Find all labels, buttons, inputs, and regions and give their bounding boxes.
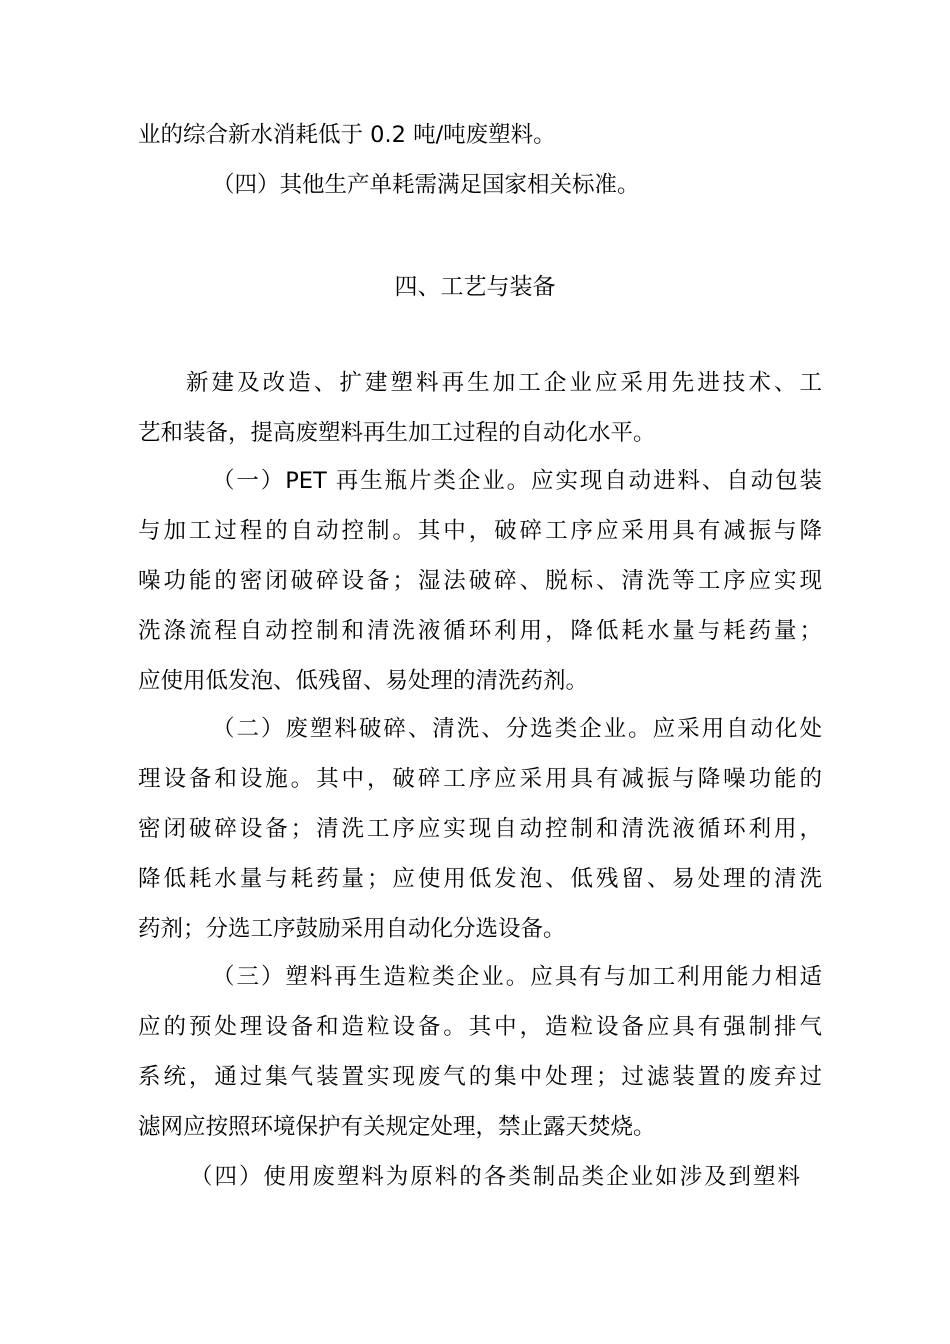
paragraph-line: 噪功能的密闭破碎设备；湿法破碎、脱标、清洗等工序应实现	[138, 568, 822, 594]
paragraph-line: （三）塑料再生造粒类企业。应具有与加工利用能力相适	[212, 964, 822, 990]
text-line: （四）其他生产单耗需满足国家相关标准。	[212, 172, 640, 198]
text-line: 业的综合新水消耗低于 0.2 吨/吨废塑料。	[138, 122, 556, 148]
paragraph-line: 系统，通过集气装置实现废气的集中处理；过滤装置的废弃过	[138, 1064, 822, 1090]
paragraph-line: 密闭破碎设备；清洗工序应实现自动控制和清洗液循环利用，	[138, 816, 822, 842]
paragraph-line: （一）PET 再生瓶片类企业。应实现自动进料、自动包装	[212, 468, 822, 494]
paragraph-line: 应的预处理设备和造粒设备。其中，造粒设备应具有强制排气	[138, 1014, 822, 1040]
paragraph-line: 药剂；分选工序鼓励采用自动化分选设备。	[138, 916, 566, 942]
paragraph-line: 洗涤流程自动控制和清洗液循环利用，降低耗水量与耗药量；	[138, 618, 822, 644]
paragraph-line: 新建及改造、扩建塑料再生加工企业应采用先进技术、工	[186, 370, 822, 396]
paragraph-line: （二）废塑料破碎、清洗、分选类企业。应采用自动化处	[212, 716, 822, 742]
paragraph-line: 与加工过程的自动控制。其中，破碎工序应采用具有减振与降	[138, 518, 822, 544]
paragraph-line: 应使用低发泡、低残留、易处理的清洗药剂。	[138, 668, 589, 694]
paragraph-line: 降低耗水量与耗药量；应使用低发泡、低残留、易处理的清洗	[138, 866, 822, 892]
section-heading: 四、工艺与装备	[394, 274, 556, 300]
paragraph-line: （四）使用废塑料为原料的各类制品类企业如涉及到塑料	[190, 1164, 800, 1190]
paragraph-line: 滤网应按照环境保护有关规定处理，禁止露天焚烧。	[138, 1114, 656, 1140]
paragraph-line: 理设备和设施。其中，破碎工序应采用具有减振与降噪功能的	[138, 766, 822, 792]
paragraph-line: 艺和装备，提高废塑料再生加工过程的自动化水平。	[138, 420, 656, 446]
